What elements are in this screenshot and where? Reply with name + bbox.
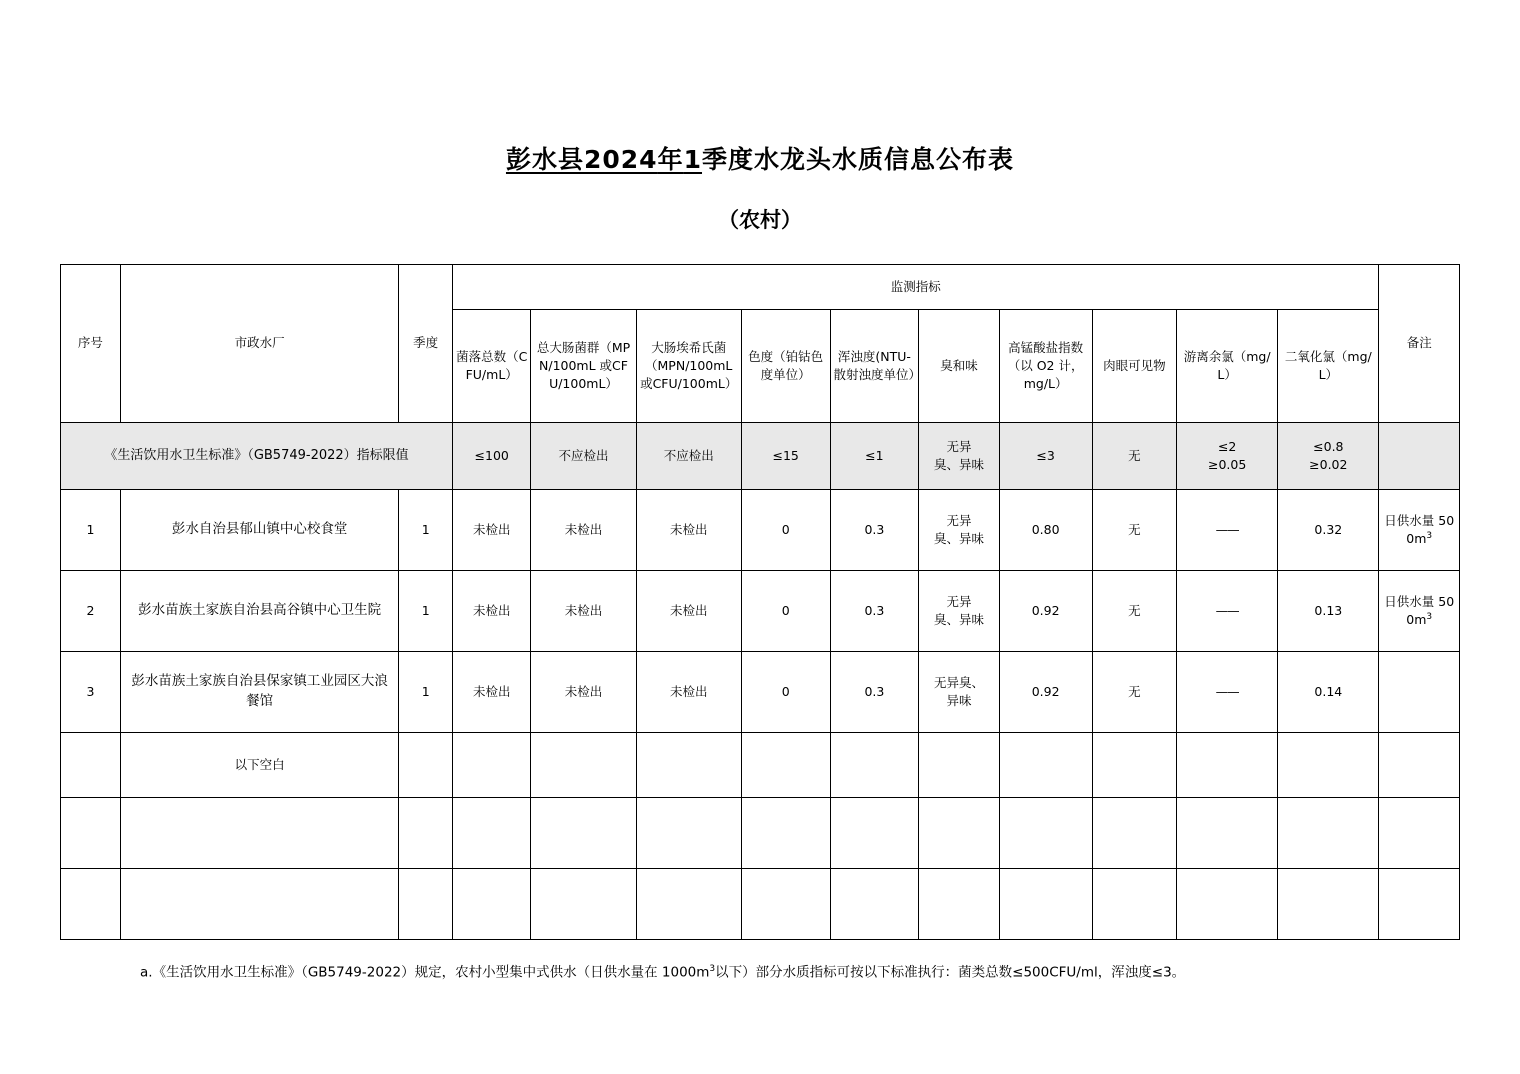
title-year-label: 年 xyxy=(657,145,684,174)
empty-c3 xyxy=(636,798,741,869)
row-free-chlorine: —— xyxy=(1177,571,1278,652)
row-remark-text: 日供水量 500m xyxy=(1384,593,1455,628)
row-free-chlorine: —— xyxy=(1177,652,1278,733)
blank-c7 xyxy=(999,733,1092,798)
row-ecoli: 未检出 xyxy=(636,490,741,571)
water-quality-table xyxy=(60,264,1460,940)
header-col-chlorine-dioxide: 二氧化氯（mg/L） xyxy=(1278,310,1379,423)
row-plant: 彭水苗族土家族自治县高谷镇中心卫生院 xyxy=(120,571,399,652)
empty-c7 xyxy=(999,869,1092,940)
empty-c10 xyxy=(1278,798,1379,869)
empty-c9 xyxy=(1177,869,1278,940)
footnote-sup: 3 xyxy=(709,964,716,974)
limit-remark xyxy=(1379,423,1460,490)
table-row-empty xyxy=(61,869,1460,940)
blank-c10 xyxy=(1278,733,1379,798)
blank-seq xyxy=(61,733,121,798)
row-free-chlorine: —— xyxy=(1177,490,1278,571)
row-total-coliform: 未检出 xyxy=(531,571,636,652)
row-remark-sup: 3 xyxy=(1426,530,1433,541)
row-remark xyxy=(1379,652,1460,733)
row-permanganate: 0.80 xyxy=(999,490,1092,571)
limit-ecoli: 不应检出 xyxy=(636,423,741,490)
empty-remark xyxy=(1379,798,1460,869)
empty-plant xyxy=(120,869,399,940)
row-total-coliform: 未检出 xyxy=(531,490,636,571)
page-title xyxy=(506,140,1014,176)
footnote-text-after: 以下）部分水质指标可按以下标准执行：菌类总数≤500CFU/ml，浑浊度≤3。 xyxy=(715,964,1186,981)
limit-turbidity: ≤1 xyxy=(830,423,919,490)
row-plant: 彭水苗族土家族自治县保家镇工业园区大浪餐馆 xyxy=(120,652,399,733)
table-row xyxy=(61,490,1460,571)
row-seq: 2 xyxy=(61,571,121,652)
row-odor-taste: 无异 臭、异味 xyxy=(919,490,999,571)
blank-c2 xyxy=(531,733,636,798)
row-remark-text: 日供水量 500m xyxy=(1384,512,1455,547)
row-chlorine-dioxide: 0.32 xyxy=(1278,490,1379,571)
empty-seq xyxy=(61,798,121,869)
empty-c3 xyxy=(636,869,741,940)
header-col-turbidity: 浑浊度(NTU-散射浊度单位） xyxy=(830,310,919,423)
empty-quarter xyxy=(399,869,453,940)
empty-c1 xyxy=(453,869,531,940)
table-row-blank-label xyxy=(61,733,1460,798)
header-seq: 序号 xyxy=(61,265,121,423)
limit-free-chlorine: ≤2 ≥0.05 xyxy=(1177,423,1278,490)
header-plant: 市政水厂 xyxy=(120,265,399,423)
empty-quarter xyxy=(399,798,453,869)
row-remark xyxy=(1379,490,1460,571)
empty-remark xyxy=(1379,869,1460,940)
empty-c2 xyxy=(531,869,636,940)
limit-chlorine-dioxide: ≤0.8 ≥0.02 xyxy=(1278,423,1379,490)
empty-c4 xyxy=(741,869,830,940)
empty-seq xyxy=(61,869,121,940)
title-year: 2024 xyxy=(584,145,658,174)
header-col-total-coliform: 总大肠菌群（MPN/100mL 或CFU/100mL） xyxy=(531,310,636,423)
empty-c5 xyxy=(830,798,919,869)
table-row-empty xyxy=(61,798,1460,869)
blank-c3 xyxy=(636,733,741,798)
empty-c6 xyxy=(919,869,999,940)
row-colony-count: 未检出 xyxy=(453,652,531,733)
limit-visible-matter: 无 xyxy=(1092,423,1177,490)
row-visible-matter: 无 xyxy=(1092,652,1177,733)
empty-c8 xyxy=(1092,798,1177,869)
row-chroma: 0 xyxy=(741,652,830,733)
row-permanganate: 0.92 xyxy=(999,571,1092,652)
footnote xyxy=(140,962,1520,984)
standard-limit-row xyxy=(61,423,1460,490)
limit-permanganate: ≤3 xyxy=(999,423,1092,490)
row-plant: 彭水自治县郁山镇中心校食堂 xyxy=(120,490,399,571)
empty-plant xyxy=(120,798,399,869)
row-quarter: 1 xyxy=(399,490,453,571)
empty-c8 xyxy=(1092,869,1177,940)
limit-total-coliform: 不应检出 xyxy=(531,423,636,490)
blank-c1 xyxy=(453,733,531,798)
row-seq: 1 xyxy=(61,490,121,571)
title-tail: 季度水龙头水质信息公布表 xyxy=(702,145,1015,174)
header-col-permanganate: 高锰酸盐指数（以 O2 计，mg/L） xyxy=(999,310,1092,423)
title-county: 彭水 xyxy=(505,145,558,174)
empty-c10 xyxy=(1278,869,1379,940)
header-col-ecoli: 大肠埃希氏菌（MPN/100mL 或CFU/100mL） xyxy=(636,310,741,423)
header-col-colony-count: 菌落总数（CFU/mL） xyxy=(453,310,531,423)
row-turbidity: 0.3 xyxy=(830,652,919,733)
header-quarter: 季度 xyxy=(399,265,453,423)
page-subtitle: （农村） xyxy=(718,208,802,232)
limit-odor-taste: 无异 臭、异味 xyxy=(919,423,999,490)
header-col-chroma: 色度（铂钴色度单位） xyxy=(741,310,830,423)
limit-chroma: ≤15 xyxy=(741,423,830,490)
row-ecoli: 未检出 xyxy=(636,571,741,652)
row-chroma: 0 xyxy=(741,490,830,571)
row-seq: 3 xyxy=(61,652,121,733)
row-chlorine-dioxide: 0.14 xyxy=(1278,652,1379,733)
table-row xyxy=(61,652,1460,733)
header-indicators-group: 监测指标 xyxy=(453,265,1379,310)
blank-c6 xyxy=(919,733,999,798)
empty-c2 xyxy=(531,798,636,869)
empty-c4 xyxy=(741,798,830,869)
empty-c7 xyxy=(999,798,1092,869)
row-remark-sup: 3 xyxy=(1426,611,1433,622)
header-remark: 备注 xyxy=(1379,265,1460,423)
row-quarter: 1 xyxy=(399,652,453,733)
row-turbidity: 0.3 xyxy=(830,490,919,571)
header-col-odor-taste: 臭和味 xyxy=(919,310,999,423)
header-col-visible-matter: 肉眼可见物 xyxy=(1092,310,1177,423)
blank-c8 xyxy=(1092,733,1177,798)
footnote-text-before: a.《生活饮用水卫生标准》（GB5749-2022）规定，农村小型集中式供水（日供水量在 1000m xyxy=(140,964,710,981)
empty-c9 xyxy=(1177,798,1278,869)
title-quarter: 1 xyxy=(683,145,703,174)
blank-quarter xyxy=(399,733,453,798)
table-header-row-1 xyxy=(61,265,1460,310)
row-ecoli: 未检出 xyxy=(636,652,741,733)
empty-c6 xyxy=(919,798,999,869)
row-remark xyxy=(1379,571,1460,652)
blank-label: 以下空白 xyxy=(120,733,399,798)
row-odor-taste: 无异 臭、异味 xyxy=(919,571,999,652)
row-colony-count: 未检出 xyxy=(453,490,531,571)
limit-row-label: 《生活饮用水卫生标准》（GB5749-2022）指标限值 xyxy=(61,423,453,490)
limit-colony-count: ≤100 xyxy=(453,423,531,490)
row-total-coliform: 未检出 xyxy=(531,652,636,733)
row-quarter: 1 xyxy=(399,571,453,652)
row-visible-matter: 无 xyxy=(1092,490,1177,571)
row-permanganate: 0.92 xyxy=(999,652,1092,733)
blank-remark xyxy=(1379,733,1460,798)
empty-c1 xyxy=(453,798,531,869)
title-block xyxy=(0,0,1520,234)
row-chlorine-dioxide: 0.13 xyxy=(1278,571,1379,652)
header-col-free-chlorine: 游离余氯（mg/L） xyxy=(1177,310,1278,423)
title-county-label: 县 xyxy=(557,145,584,174)
row-odor-taste: 无异臭、 异味 xyxy=(919,652,999,733)
row-colony-count: 未检出 xyxy=(453,571,531,652)
row-turbidity: 0.3 xyxy=(830,571,919,652)
blank-c4 xyxy=(741,733,830,798)
row-chroma: 0 xyxy=(741,571,830,652)
row-visible-matter: 无 xyxy=(1092,571,1177,652)
blank-c9 xyxy=(1177,733,1278,798)
table-row xyxy=(61,571,1460,652)
empty-c5 xyxy=(830,869,919,940)
blank-c5 xyxy=(830,733,919,798)
